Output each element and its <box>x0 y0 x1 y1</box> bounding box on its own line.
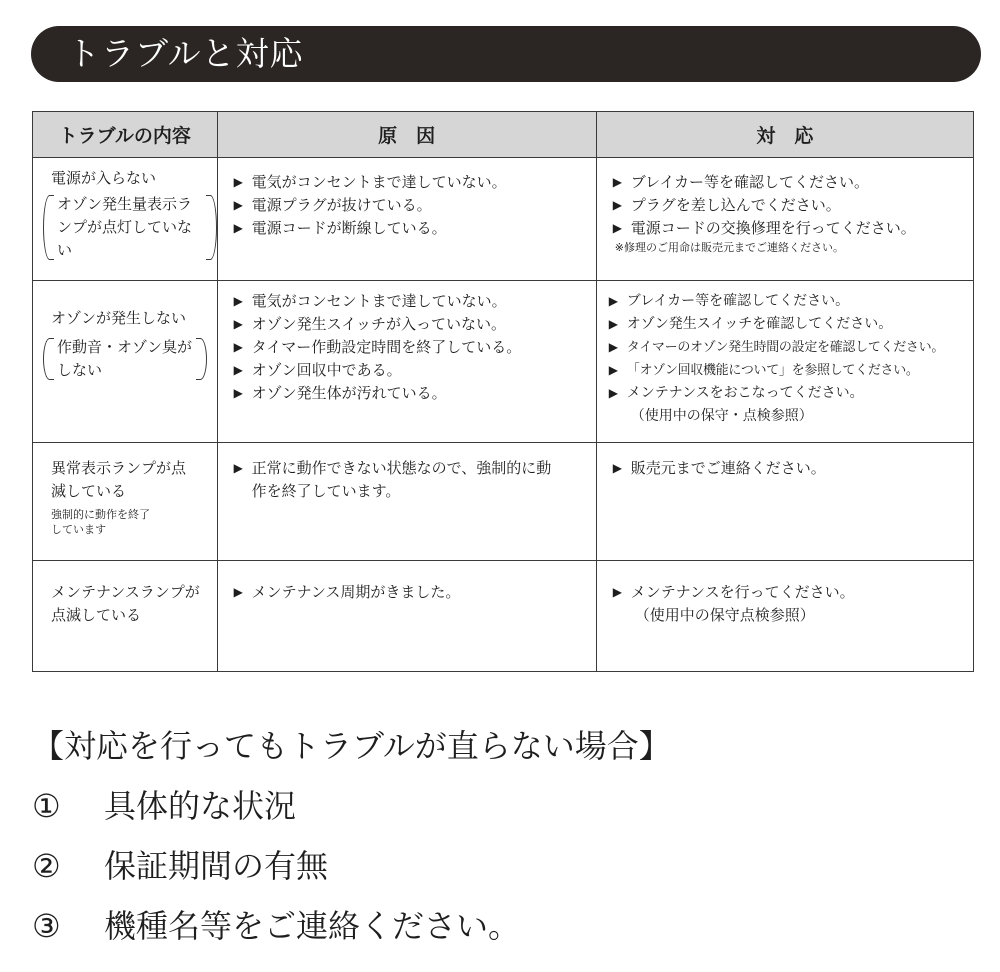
triangle-bullet-icon: ▶ <box>233 363 243 377</box>
list-item: ▶ オゾン回収中である。 <box>234 359 588 382</box>
triangle-bullet-icon: ▶ <box>612 461 623 475</box>
action-cell <box>596 561 973 672</box>
triangle-bullet-icon: ▶ <box>233 221 243 235</box>
list-item: ▶ 販売元までご連絡ください。 <box>613 457 965 480</box>
fallback-heading: 【対応を行ってもトラブルが直らない場合】 <box>32 727 671 765</box>
action-cell <box>596 158 973 281</box>
action-cell <box>596 443 973 561</box>
triangle-bullet-icon: ▶ <box>233 198 243 212</box>
list-item: ▶ 「オゾン回収機能について」を参照してください。 <box>609 359 973 382</box>
fallback-item <box>32 786 296 826</box>
column-header-cause: 原 因 <box>217 112 596 158</box>
symptom-label: 異常表示ランプが点滅している <box>51 459 187 500</box>
circled-number: ③ <box>32 907 61 945</box>
action-cell <box>596 281 973 443</box>
table-row <box>33 561 974 672</box>
list-item: ▶ タイマーのオゾン発生時間の設定を確認してください。 <box>609 336 973 359</box>
triangle-bullet-icon: ▶ <box>612 585 623 599</box>
table-row <box>33 158 974 281</box>
cause-cell <box>217 281 596 443</box>
triangle-bullet-icon: ▶ <box>233 585 243 599</box>
list-item: ▶ 電気がコンセントまで達していない。 <box>234 171 588 194</box>
fallback-item <box>32 846 328 886</box>
symptom-cell <box>33 158 218 281</box>
list-item: ▶ ブレイカー等を確認してください。 <box>609 290 973 313</box>
cause-cell <box>217 443 596 561</box>
repair-note: ※修理のご用命は販売元までご連絡ください。 <box>614 241 844 254</box>
table-row <box>33 443 974 561</box>
list-item: ▶ タイマー作動設定時間を終了している。 <box>234 336 588 359</box>
triangle-bullet-icon: ▶ <box>233 317 243 331</box>
triangle-bullet-icon: ▶ <box>233 340 243 354</box>
list-item: ▶ ブレイカー等を確認してください。 <box>613 171 965 194</box>
list-item: ▶ 電気がコンセントまで達していない。 <box>234 290 588 313</box>
column-header-symptom: トラブルの内容 <box>33 112 218 158</box>
triangle-bullet-icon: ▶ <box>608 363 618 377</box>
fallback-item-text: 機種名等をご連絡ください。 <box>104 907 521 945</box>
trouble-table <box>32 111 974 672</box>
triangle-bullet-icon: ▶ <box>612 198 623 212</box>
list-item: ▶ メンテナンスを行ってください。 （使用中の保守点検参照） <box>613 581 965 627</box>
table-row <box>33 281 974 443</box>
symptom-cell <box>33 561 218 672</box>
column-header-action: 対 応 <box>596 112 973 158</box>
triangle-bullet-icon: ▶ <box>233 386 243 400</box>
triangle-bullet-icon: ▶ <box>612 175 623 189</box>
symptom-detail: オゾン発生量表示ランプが点灯していない <box>43 193 217 262</box>
triangle-bullet-icon: ▶ <box>612 221 623 235</box>
list-item: ▶ 電源コードが断線している。 <box>234 217 588 240</box>
title-bar <box>31 26 981 82</box>
symptom-note: 強制的に動作を終了しています <box>51 508 150 536</box>
circled-number: ① <box>32 787 61 825</box>
fallback-item-text: 具体的な状況 <box>104 787 297 825</box>
symptom-detail: 作動音・オゾン臭がしない <box>43 336 207 382</box>
table-header-row <box>33 112 974 158</box>
symptom-cell <box>33 281 218 443</box>
page-title: トラブルと対応 <box>67 34 304 73</box>
list-item: ▶ 電源プラグが抜けている。 <box>234 194 588 217</box>
symptom-cell <box>33 443 218 561</box>
triangle-bullet-icon: ▶ <box>233 175 243 189</box>
triangle-bullet-icon: ▶ <box>233 294 243 308</box>
cause-cell <box>217 158 596 281</box>
cause-cell <box>217 561 596 672</box>
list-item: ▶ オゾン発生体が汚れている。 <box>234 382 588 405</box>
triangle-bullet-icon: ▶ <box>608 317 619 331</box>
list-item: ▶ 電源コードの交換修理を行ってください。 <box>613 217 965 240</box>
symptom-label: メンテナンスランプが点滅している <box>51 583 200 624</box>
circled-number: ② <box>32 847 61 885</box>
triangle-bullet-icon: ▶ <box>233 461 243 475</box>
triangle-bullet-icon: ▶ <box>608 340 618 354</box>
list-item: ▶ オゾン発生スイッチを確認してください。 <box>609 313 973 336</box>
symptom-label: オゾンが発生しない <box>51 309 187 327</box>
list-item: ▶ オゾン発生スイッチが入っていない。 <box>234 313 588 336</box>
list-item: ▶ プラグを差し込んでください。 <box>613 194 965 217</box>
action-subnote: （使用中の保守・点検参照） <box>630 408 813 424</box>
list-item: ▶ メンテナンスをおこなってください。 （使用中の保守・点検参照） <box>609 382 973 428</box>
triangle-bullet-icon: ▶ <box>608 386 619 400</box>
list-item: ▶ メンテナンス周期がきました。 <box>234 581 588 604</box>
fallback-item <box>32 906 520 946</box>
symptom-label: 電源が入らない <box>51 169 157 187</box>
fallback-item-text: 保証期間の有無 <box>104 847 329 885</box>
action-subnote: （使用中の保守点検参照） <box>634 606 815 624</box>
list-item: ▶ 正常に動作できない状態なので、強制的に動作を終了しています。 <box>233 459 552 500</box>
triangle-bullet-icon: ▶ <box>608 294 619 308</box>
